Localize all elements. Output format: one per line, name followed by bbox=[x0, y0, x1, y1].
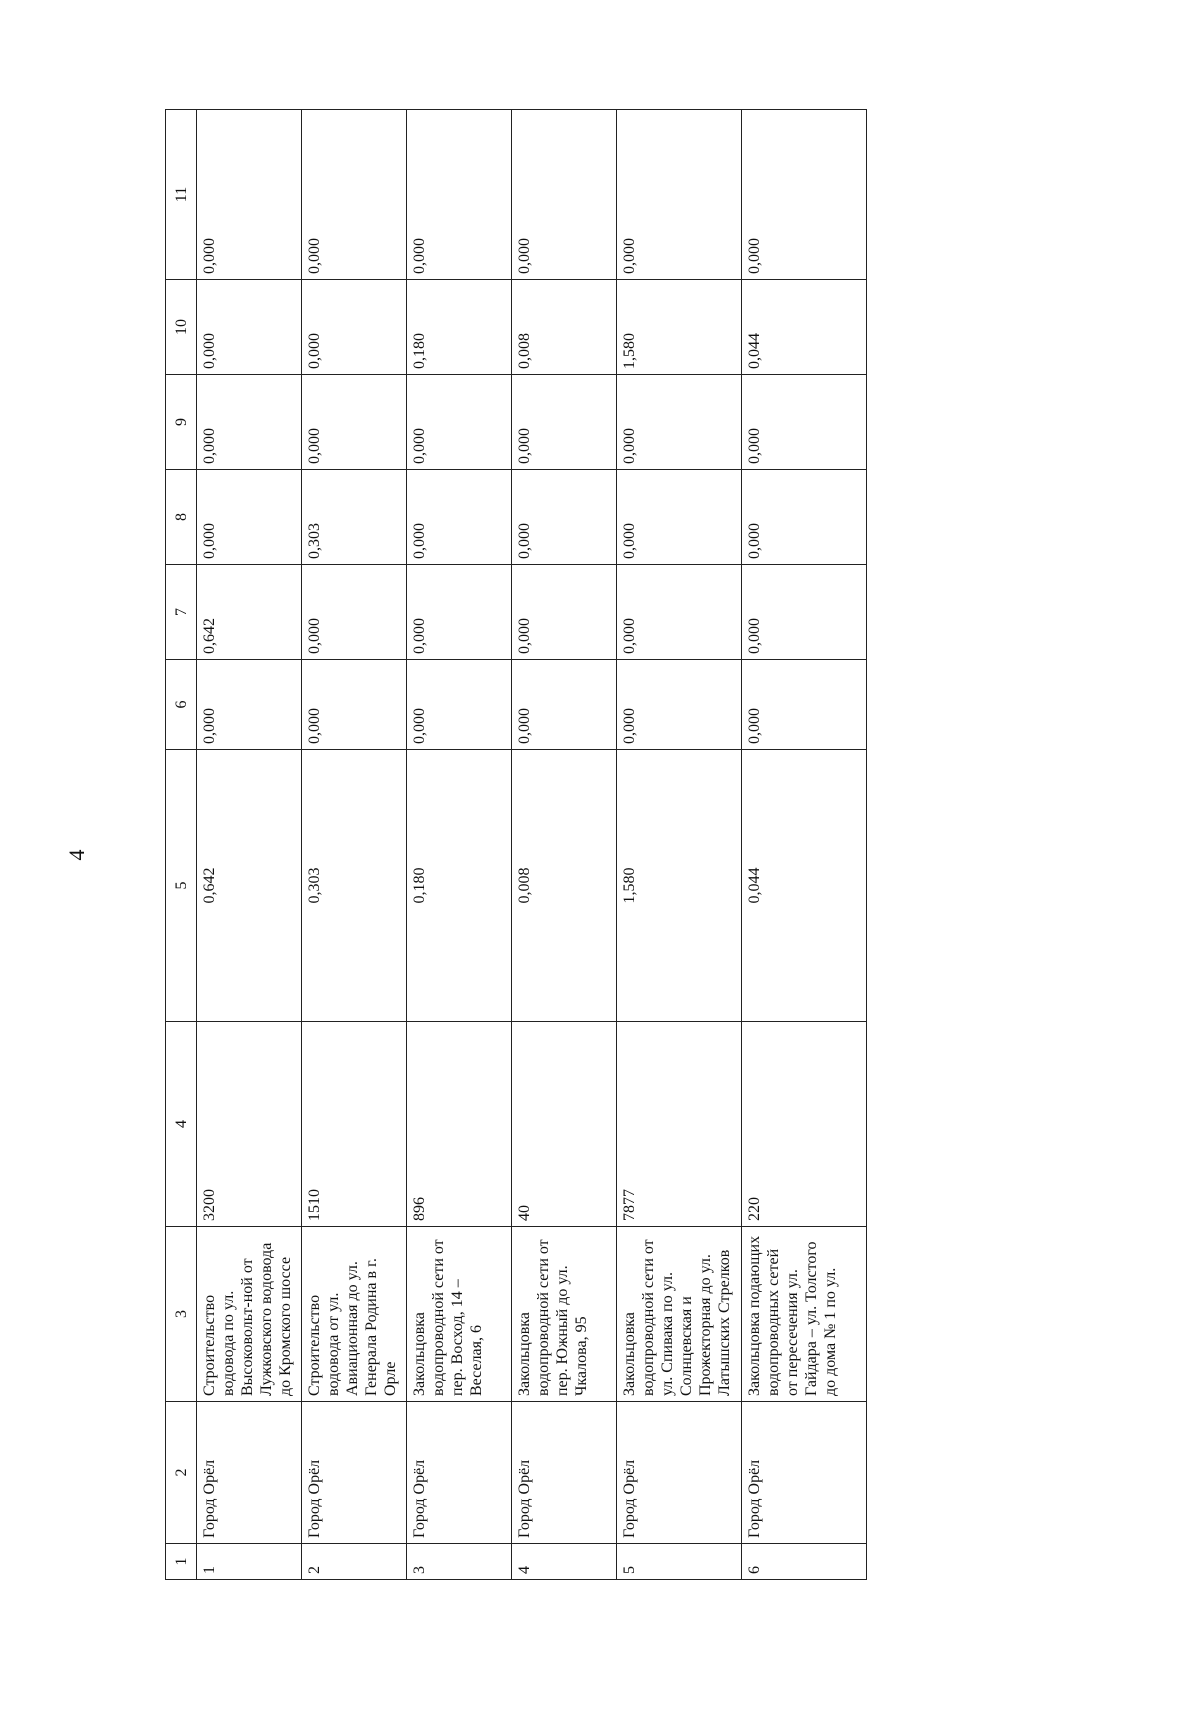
value-cell-7: 0,000 bbox=[302, 565, 407, 660]
column-header: 6 bbox=[166, 660, 197, 750]
column-header: 7 bbox=[166, 565, 197, 660]
value-cell-7: 0,000 bbox=[407, 565, 512, 660]
table-row bbox=[617, 110, 742, 1580]
row-number: 4 bbox=[512, 1544, 617, 1580]
value-cell-9: 0,000 bbox=[512, 375, 617, 470]
value-cell-6: 0,000 bbox=[617, 660, 742, 750]
page-number: 4 bbox=[64, 849, 89, 861]
value-cell-11: 0,000 bbox=[302, 110, 407, 280]
row-number: 3 bbox=[407, 1544, 512, 1580]
column-header: 10 bbox=[166, 280, 197, 375]
value-cell-6: 0,000 bbox=[302, 660, 407, 750]
city-cell: Город Орёл bbox=[617, 1402, 742, 1544]
city-cell: Город Орёл bbox=[302, 1402, 407, 1544]
value-cell-8: 0,000 bbox=[197, 470, 302, 565]
table-row bbox=[197, 110, 302, 1580]
value-cell-7: 0,000 bbox=[742, 565, 867, 660]
value-cell-5: 0,303 bbox=[302, 750, 407, 1022]
value-cell-11: 0,000 bbox=[407, 110, 512, 280]
length-cell: 3200 bbox=[197, 1022, 302, 1227]
length-cell: 7877 bbox=[617, 1022, 742, 1227]
row-number: 6 bbox=[742, 1544, 867, 1580]
value-cell-10: 0,044 bbox=[742, 280, 867, 375]
row-number: 1 bbox=[197, 1544, 302, 1580]
value-cell-9: 0,000 bbox=[302, 375, 407, 470]
value-cell-7: 0,642 bbox=[197, 565, 302, 660]
length-cell: 40 bbox=[512, 1022, 617, 1227]
length-cell: 1510 bbox=[302, 1022, 407, 1227]
project-name-cell: Закольцовка подающих водопроводных сетей от пересечения ул. Гайдара – ул. Толстого до дома № 1 по ул. bbox=[742, 1227, 867, 1402]
value-cell-8: 0,000 bbox=[617, 470, 742, 565]
column-header: 4 bbox=[166, 1022, 197, 1227]
column-header: 11 bbox=[166, 110, 197, 280]
project-name-cell: Строительство водовода от ул. Авиационная до ул. Генерала Родина в г. Орле bbox=[302, 1227, 407, 1402]
value-cell-5: 1,580 bbox=[617, 750, 742, 1022]
city-cell: Город Орёл bbox=[197, 1402, 302, 1544]
row-number: 5 bbox=[617, 1544, 742, 1580]
table-rotated bbox=[165, 110, 867, 1580]
column-number-row bbox=[166, 110, 197, 1580]
column-header: 5 bbox=[166, 750, 197, 1022]
table-row bbox=[302, 110, 407, 1580]
value-cell-9: 0,000 bbox=[742, 375, 867, 470]
value-cell-8: 0,000 bbox=[742, 470, 867, 565]
value-cell-8: 0,000 bbox=[407, 470, 512, 565]
project-name-cell: Закольцовка водопроводной сети от ул. Спивака по ул. Солнцевская и Прожекторная до ул. Латышских Стрелков bbox=[617, 1227, 742, 1402]
value-cell-6: 0,000 bbox=[742, 660, 867, 750]
value-cell-10: 1,580 bbox=[617, 280, 742, 375]
value-cell-6: 0,000 bbox=[512, 660, 617, 750]
length-cell: 896 bbox=[407, 1022, 512, 1227]
value-cell-9: 0,000 bbox=[197, 375, 302, 470]
table-row bbox=[512, 110, 617, 1580]
city-cell: Город Орёл bbox=[742, 1402, 867, 1544]
value-cell-10: 0,000 bbox=[302, 280, 407, 375]
column-header: 8 bbox=[166, 470, 197, 565]
data-table bbox=[165, 109, 867, 1580]
table-row bbox=[742, 110, 867, 1580]
value-cell-11: 0,000 bbox=[617, 110, 742, 280]
city-cell: Город Орёл bbox=[512, 1402, 617, 1544]
value-cell-5: 0,008 bbox=[512, 750, 617, 1022]
column-header: 3 bbox=[166, 1227, 197, 1402]
value-cell-6: 0,000 bbox=[407, 660, 512, 750]
value-cell-5: 0,642 bbox=[197, 750, 302, 1022]
value-cell-11: 0,000 bbox=[742, 110, 867, 280]
value-cell-10: 0,180 bbox=[407, 280, 512, 375]
value-cell-9: 0,000 bbox=[407, 375, 512, 470]
project-name-cell: Строительство водовода по ул. Высоковольт-ной от Лужковского водовода до Кромского шоссе bbox=[197, 1227, 302, 1402]
length-cell: 220 bbox=[742, 1022, 867, 1227]
value-cell-7: 0,000 bbox=[512, 565, 617, 660]
value-cell-7: 0,000 bbox=[617, 565, 742, 660]
table-row bbox=[407, 110, 512, 1580]
column-header: 9 bbox=[166, 375, 197, 470]
value-cell-11: 0,000 bbox=[512, 110, 617, 280]
column-header: 2 bbox=[166, 1402, 197, 1544]
column-header: 1 bbox=[166, 1544, 197, 1580]
value-cell-10: 0,000 bbox=[197, 280, 302, 375]
project-name-cell: Закольцовка водопроводной сети от пер. Южный до ул. Чкалова, 95 bbox=[512, 1227, 617, 1402]
city-cell: Город Орёл bbox=[407, 1402, 512, 1544]
value-cell-10: 0,008 bbox=[512, 280, 617, 375]
value-cell-5: 0,180 bbox=[407, 750, 512, 1022]
row-number: 2 bbox=[302, 1544, 407, 1580]
value-cell-8: 0,000 bbox=[512, 470, 617, 565]
value-cell-8: 0,303 bbox=[302, 470, 407, 565]
project-name-cell: Закольцовка водопроводной сети от пер. Восход, 14 – Веселая, 6 bbox=[407, 1227, 512, 1402]
value-cell-6: 0,000 bbox=[197, 660, 302, 750]
value-cell-11: 0,000 bbox=[197, 110, 302, 280]
value-cell-9: 0,000 bbox=[617, 375, 742, 470]
value-cell-5: 0,044 bbox=[742, 750, 867, 1022]
